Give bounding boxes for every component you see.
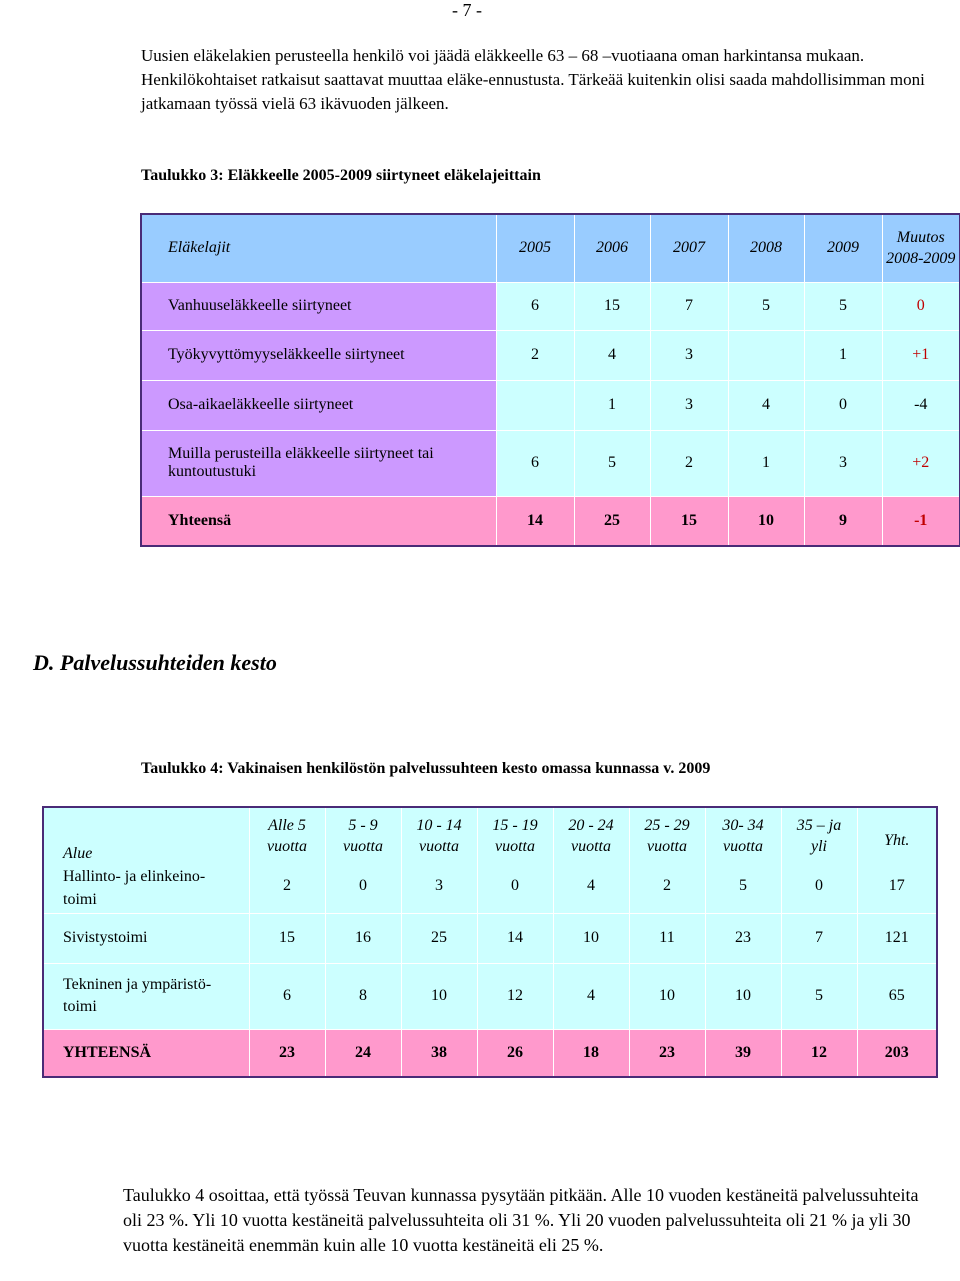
table4-data-stack xyxy=(477,807,553,913)
table-cell: 23 xyxy=(249,1029,325,1077)
table4-header-column: 5 - 9 vuotta xyxy=(343,817,383,856)
table-row xyxy=(141,430,960,496)
table-cell: 5 xyxy=(574,430,650,496)
table-cell: 8 xyxy=(325,963,401,1029)
table-cell: 121 xyxy=(857,913,937,963)
table-cell: 0 xyxy=(359,877,367,895)
table4-data-stack xyxy=(857,807,937,913)
table-cell: 15 xyxy=(574,282,650,330)
table-cell: 18 xyxy=(553,1029,629,1077)
table3-row-label: Osa-aikaeläkkeelle siirtyneet xyxy=(141,380,496,430)
table-row xyxy=(141,330,960,380)
table4 xyxy=(42,806,938,1078)
table-row xyxy=(141,282,960,330)
table-cell: 5 xyxy=(728,282,804,330)
table4-header-column: 25 - 29 vuotta xyxy=(644,817,690,856)
table4-caption: Taulukko 4: Vakinaisen henkilöstön palvelussuhteen kesto omassa kunnassa v. 2009 xyxy=(141,760,711,777)
table-cell: 4 xyxy=(553,963,629,1029)
table4-header-column: 35 – ja yli xyxy=(796,817,842,856)
table4-total-label: YHTEENSÄ xyxy=(43,1029,249,1077)
table-cell: 6 xyxy=(496,282,574,330)
table3-change-cell: +1 xyxy=(882,330,960,380)
table3-header-label: Eläkelajit xyxy=(141,214,496,282)
table3-caption: Taulukko 3: Eläkkeelle 2005-2009 siirtyneet eläkelajeittain xyxy=(141,167,541,184)
table-cell: 5 xyxy=(804,282,882,330)
table-cell: 9 xyxy=(804,496,882,546)
table-cell: 16 xyxy=(325,913,401,963)
table-cell: 12 xyxy=(477,963,553,1029)
table-cell: 25 xyxy=(574,496,650,546)
table-cell: 25 xyxy=(401,913,477,963)
table-cell: 10 xyxy=(728,496,804,546)
table4-total-row xyxy=(43,1029,937,1077)
table3-header-year: 2006 xyxy=(574,214,650,282)
table4-header-column: 20 - 24 vuotta xyxy=(568,817,614,856)
table-cell: 23 xyxy=(629,1029,705,1077)
table-cell: 4 xyxy=(587,877,595,895)
table-cell: 0 xyxy=(815,877,823,895)
table4-header-total: Yht. xyxy=(884,832,910,850)
table-cell: 39 xyxy=(705,1029,781,1077)
table-cell: 38 xyxy=(401,1029,477,1077)
table-cell: 2 xyxy=(283,877,291,895)
table-cell: 1 xyxy=(728,430,804,496)
table3-change-cell: -1 xyxy=(882,496,960,546)
table-cell: 23 xyxy=(705,913,781,963)
table-cell: 10 xyxy=(553,913,629,963)
table-cell: 10 xyxy=(401,963,477,1029)
table-cell: 10 xyxy=(629,963,705,1029)
section-heading: D. Palvelussuhteiden kesto xyxy=(33,650,277,675)
table3-header-year: 2008 xyxy=(728,214,804,282)
table4-data-stack xyxy=(781,807,857,913)
table3-change-cell: 0 xyxy=(882,282,960,330)
table-cell: 10 xyxy=(705,963,781,1029)
table-cell: 2 xyxy=(496,330,574,380)
table4-row-label: Sivistystoimi xyxy=(43,913,249,963)
outro-paragraph xyxy=(123,1183,923,1258)
table4-header-cell xyxy=(43,807,249,913)
table-cell: 5 xyxy=(781,963,857,1029)
table-cell: 3 xyxy=(435,877,443,895)
table4-header-row xyxy=(43,807,937,913)
page-number: - 7 - xyxy=(452,0,482,20)
table3-header-year: 2009 xyxy=(804,214,882,282)
table4-header-column: 10 - 14 vuotta xyxy=(416,817,462,856)
table-cell: 14 xyxy=(496,496,574,546)
table-cell: 2 xyxy=(650,430,728,496)
table-cell: 0 xyxy=(511,877,519,895)
table-cell: 6 xyxy=(249,963,325,1029)
table4-data-stack xyxy=(401,807,477,913)
table-cell: 11 xyxy=(629,913,705,963)
table4-data-stack xyxy=(249,807,325,913)
table3-row-label: Muilla perusteilla eläkkeelle siirtyneet tai kuntoutustuki xyxy=(141,430,496,496)
table-cell: 1 xyxy=(804,330,882,380)
table3-header-row xyxy=(141,214,960,282)
table-row xyxy=(43,963,937,1029)
table3-row-label: Vanhuuseläkkeelle siirtyneet xyxy=(141,282,496,330)
table3-header-change: Muutos 2008-2009 xyxy=(882,214,960,282)
table-cell: 4 xyxy=(574,330,650,380)
table-cell: 7 xyxy=(650,282,728,330)
table4-data-stack xyxy=(705,807,781,913)
table-cell: 12 xyxy=(781,1029,857,1077)
table-cell xyxy=(496,380,574,430)
table-row xyxy=(141,380,960,430)
table4-header-column: 15 - 19 vuotta xyxy=(492,817,538,856)
table3-total-label: Yhteensä xyxy=(141,496,496,546)
table3-row-label: Työkyvyttömyyseläkkeelle siirtyneet xyxy=(141,330,496,380)
table-cell: 3 xyxy=(804,430,882,496)
table4-header-label: Alue xyxy=(63,845,93,862)
table-cell: 5 xyxy=(739,877,747,895)
table-cell: 3 xyxy=(650,330,728,380)
table3-total-row xyxy=(141,496,960,546)
table-cell: 17 xyxy=(888,877,905,895)
table4-data-stack xyxy=(325,807,401,913)
table-cell: 203 xyxy=(857,1029,937,1077)
table-cell xyxy=(728,330,804,380)
table-row xyxy=(43,913,937,963)
table4-header-column: 30- 34 vuotta xyxy=(722,817,764,856)
table4-header-column: Alle 5 vuotta xyxy=(267,817,307,856)
table-cell: 24 xyxy=(325,1029,401,1077)
table-cell: 15 xyxy=(650,496,728,546)
table-cell: 65 xyxy=(857,963,937,1029)
table-cell: 14 xyxy=(477,913,553,963)
table-cell: 1 xyxy=(574,380,650,430)
table-cell: 0 xyxy=(804,380,882,430)
table-cell: 3 xyxy=(650,380,728,430)
table4-row-label: Tekninen ja ympäristö-toimi xyxy=(43,963,249,1029)
table4-row-label: Hallinto- ja elinkeino-toimi xyxy=(63,868,206,908)
table3-change-cell: +2 xyxy=(882,430,960,496)
table3 xyxy=(140,213,960,547)
table4-data-stack xyxy=(629,807,705,913)
table-cell: 4 xyxy=(728,380,804,430)
table3-change-cell: -4 xyxy=(882,380,960,430)
outro-text: Taulukko 4 osoittaa, että työssä Teuvan kunnassa pysytään pitkään. Alle 10 vuoden kestäneitä palvelussuhteita oli 23 %. Yli 10 vuotta kestäneitä palvelussuhteita oli 31 %. Yli 20 vuoden palvelussuhteita oli 21 % ja yli 30 vuotta kestäneitä enemmän kuin alle 10 vuotta kestäneitä eli 25 %. xyxy=(123,1185,919,1255)
table4-data-stack xyxy=(553,807,629,913)
table-cell: 26 xyxy=(477,1029,553,1077)
table3-header-year: 2007 xyxy=(650,214,728,282)
table-cell: 6 xyxy=(496,430,574,496)
intro-paragraph: Uusien eläkelakien perusteella henkilö voi jäädä eläkkeelle 63 – 68 –vuotiaana oman harkintansa mukaan. Henkilökohtaiset ratkaisut saattavat muuttaa eläke-ennustusta. Tärkeää kuitenkin olisi saada mahdollisimman moni jatkamaan työssä vielä 63 ikävuoden jälkeen. xyxy=(141,46,925,113)
table-cell: 15 xyxy=(249,913,325,963)
table-cell: 7 xyxy=(781,913,857,963)
table3-header-year: 2005 xyxy=(496,214,574,282)
table-cell: 2 xyxy=(663,877,671,895)
